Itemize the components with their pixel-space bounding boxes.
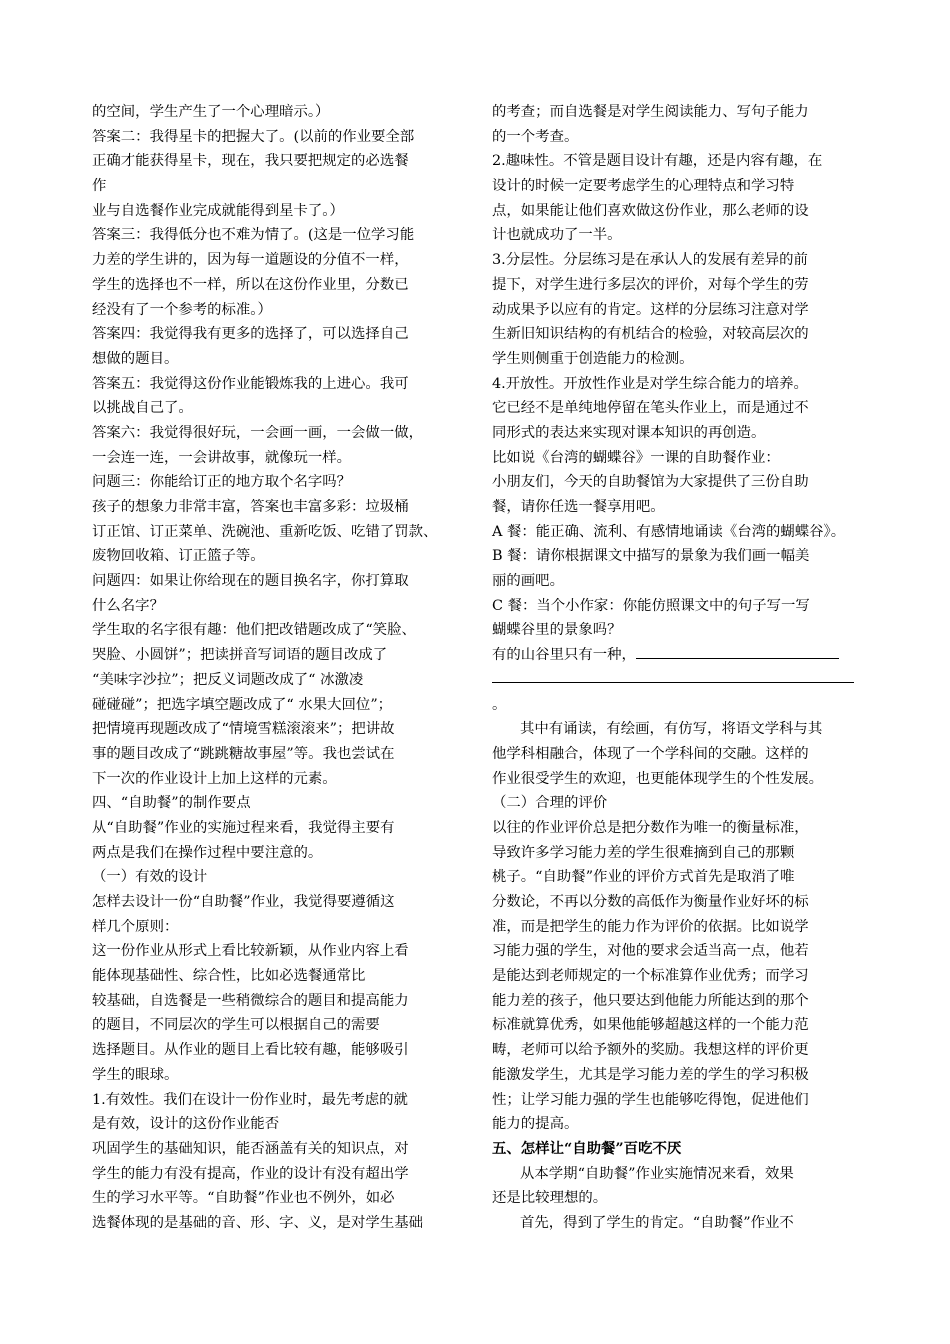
fill-in-blank-period: 。 xyxy=(492,696,507,713)
text-line: 计也就成功了一半。 xyxy=(492,227,622,244)
text-line: 动成果予以应有的肯定。这样的分层练习注意对学 xyxy=(492,301,809,318)
text-line: 是有效，设计的这份作业能否 xyxy=(92,1116,280,1133)
text-line: 力差的学生讲的，因为每一道题设的分值不一样， xyxy=(92,252,409,269)
text-line: （一）有效的设计 xyxy=(92,869,208,886)
right-block-1 xyxy=(492,100,868,643)
text-line: 选择题目。从作业的题目上看比较有趣，能够吸引 xyxy=(92,1042,409,1059)
text-line: 订正馆、订正菜单、洗碗池、重新吃饭、吃错了罚款、 xyxy=(92,523,438,540)
text-line: 能体现基础性、综合性，比如必选餐通常比 xyxy=(92,968,366,985)
text-line: 孩子的想象力非常丰富，答案也丰富多彩：垃圾桶 xyxy=(92,499,409,515)
right-block-2 xyxy=(492,717,868,1137)
text-line: 业与自选餐作业完成就能得到星卡了。） xyxy=(92,202,344,219)
text-line: 餐，请你任选一餐享用吧。 xyxy=(492,499,665,515)
text-line: 答案五：我觉得这份作业能锻炼我的上进心。我可 xyxy=(92,375,409,392)
left-column xyxy=(92,100,466,1236)
text-line: 其中有诵读，有绘画，有仿写，将语文学科与其 xyxy=(520,721,823,738)
text-line: 学生的能力有没有提高，作业的设计有没有超出学 xyxy=(92,1165,409,1182)
text-line: 作业很受学生的欢迎，也更能体现学生的个性发展。 xyxy=(492,770,823,787)
text-line: 学生则侧重于创造能力的检测。 xyxy=(492,350,694,367)
text-line: 选餐体现的是基础的音、形、字、义，是对学生基础 xyxy=(92,1214,423,1231)
text-line: 畴，老师可以给予额外的奖励。我想这样的评价更 xyxy=(492,1042,809,1059)
text-line: 小朋友们，今天的自助餐馆为大家提供了三份自助 xyxy=(492,474,809,491)
text-line: 学生取的名字很有趣：他们把改错题改成了“笑脸、 xyxy=(92,622,416,639)
text-line: 它已经不是单纯地停留在笔头作业上，而是通过不 xyxy=(492,400,809,417)
text-line: 同形式的表达来实现对课本知识的再创造。 xyxy=(492,424,766,441)
text-line: 四、“自助餐”的制作要点 xyxy=(92,795,251,812)
text-line: 生新旧知识结构的有机结合的检验，对较高层次的 xyxy=(492,326,809,343)
text-line: 能力的提高。 xyxy=(492,1116,579,1133)
text-line: 较基础，自选餐是一些稍微综合的题目和提高能力 xyxy=(92,992,409,1009)
text-line: 学生的眼球。 xyxy=(92,1066,179,1083)
text-line: B 餐：请你根据课文中描写的景象为我们画一幅美 xyxy=(492,548,810,565)
text-line: 碰碰碰”；把选字填空题改成了“ 水果大回位”； xyxy=(92,696,393,713)
text-line: 两点是我们在操作过程中要注意的。 xyxy=(92,844,323,861)
text-line: 巩固学生的基础知识，能否涵盖有关的知识点，对 xyxy=(92,1140,409,1157)
text-line: 这一份作业从形式上看比较新颖，从作业内容上看 xyxy=(92,943,409,960)
text-line: 生的学习水平等。“自助餐”作业也不例外，如必 xyxy=(92,1190,395,1207)
fill-in-blank-end xyxy=(492,693,868,718)
section-heading-5: 五、怎样让“自助餐”百吃不厌 xyxy=(492,1139,682,1157)
text-line: 习能力强的学生，对他的要求会适当高一点，他若 xyxy=(492,943,809,960)
text-line: 一会连一连，一会讲故事，就像玩一样。 xyxy=(92,449,352,466)
text-line: 首先，得到了学生的肯定。“自助餐”作业不 xyxy=(520,1214,794,1231)
text-line: 答案三：我得低分也不难为情了。(这是一位学习能 xyxy=(92,227,415,244)
text-line: 什么名字？ xyxy=(92,597,164,614)
text-line: 答案四：我觉得我有更多的选择了，可以选择自己 xyxy=(92,326,409,343)
text-line: 的一个考查。 xyxy=(492,128,579,145)
text-line: 以挑战自己了。 xyxy=(92,400,193,417)
text-line: 的考查；而自选餐是对学生阅读能力、写句子能力 xyxy=(492,104,809,120)
text-line: 是能达到老师规定的一个标准算作业优秀；而学习 xyxy=(492,968,809,985)
text-line: 问题三：你能给订正的地方取个名字吗？ xyxy=(92,474,352,491)
text-line: 经没有了一个参考的标准。） xyxy=(92,301,272,318)
text-line: “美味字沙拉”；把反义词题改成了“ 冰激凌 xyxy=(92,671,364,688)
text-line: 比如说《台湾的蝴蝶谷》一课的自助餐作业： xyxy=(492,449,780,466)
text-line: 3.分层性。分层练习是在承认人的发展有差异的前 xyxy=(492,252,808,269)
text-line: 答案六：我觉得很好玩，一会画一画，一会做一做， xyxy=(92,424,423,441)
text-line: 的空间，学生产生了一个心理暗示。） xyxy=(92,104,330,120)
text-line: 标准就算优秀，如果他能够超越这样的一个能力范 xyxy=(492,1017,809,1034)
text-line: 丽的画吧。 xyxy=(492,573,564,590)
text-line: 桃子。“自助餐”作业的评价方式首先是取消了唯 xyxy=(492,869,795,886)
blank-underline xyxy=(636,644,839,659)
text-line: 的题目，不同层次的学生可以根据自己的需要 xyxy=(92,1017,380,1034)
text-line: 4.开放性。开放性作业是对学生综合能力的培养。 xyxy=(492,375,808,392)
text-line: 蝴蝶谷里的景象吗？ xyxy=(492,622,622,639)
text-line: 作 xyxy=(92,178,107,195)
text-line: 分数论，不再以分数的高低作为衡量作业好坏的标 xyxy=(492,894,809,910)
text-line: 怎样去设计一份“自助餐”作业，我觉得要遵循这 xyxy=(92,894,395,910)
text-line: 正确才能获得星卡，现在，我只要把规定的必选餐 xyxy=(92,153,409,170)
fill-in-blank-prefix: 有的山谷里只有一种， xyxy=(492,647,636,664)
text-line: 导致许多学习能力差的学生很难摘到自己的那颗 xyxy=(492,844,795,861)
text-line: 能力差的孩子，他只要达到他能力所能达到的那个 xyxy=(492,992,809,1009)
right-block-3 xyxy=(492,1162,868,1236)
text-line: 想做的题目。 xyxy=(92,350,179,367)
text-line: 答案二：我得星卡的把握大了。(以前的作业要全部 xyxy=(92,128,415,145)
text-line: 性；让学习能力强的学生也能够吃得饱，促进他们 xyxy=(492,1091,809,1108)
text-line: 下一次的作业设计上加上这样的元素。 xyxy=(92,770,337,787)
text-line: 学生的选择也不一样，所以在这份作业里，分数已 xyxy=(92,276,409,293)
text-line: 提下，对学生进行多层次的评价，对每个学生的劳 xyxy=(492,276,809,293)
text-line: 哭脸、小圆饼”；把读拼音写词语的题目改成了 xyxy=(92,647,388,664)
text-line: 把情境再现题改成了“情境雪糕滚滚来”；把讲故 xyxy=(92,721,395,738)
right-column xyxy=(492,100,868,1236)
text-line: 问题四：如果让你给现在的题目换名字，你打算取 xyxy=(92,573,409,590)
text-line: 还是比较理想的。 xyxy=(492,1190,608,1207)
text-line: 从“自助餐”作业的实施过程来看，我觉得主要有 xyxy=(92,819,395,836)
text-line: A 餐：能正确、流利、有感情地诵读《台湾的蝴蝶谷》。 xyxy=(492,523,846,540)
text-line: C 餐：当个小作家：你能仿照课文中的句子写一写 xyxy=(492,597,810,614)
text-line: 事的题目改成了“跳跳糖故事屋”等。我也尝试在 xyxy=(92,745,395,762)
text-line: 设计的时候一定要考虑学生的心理特点和学习特 xyxy=(492,178,795,195)
text-line: 能激发学生，尤其是学习能力差的学生的学习积极 xyxy=(492,1066,809,1083)
text-line: 1.有效性。我们在设计一份作业时，最先考虑的就 xyxy=(92,1091,408,1108)
text-line: 2.趣味性。不管是题目设计有趣，还是内容有趣，在 xyxy=(492,153,823,170)
text-line: 样几个原则： xyxy=(92,918,179,935)
fill-in-blank-line xyxy=(492,643,868,668)
text-line: 他学科相融合，体现了一个学科间的交融。这样的 xyxy=(492,745,809,762)
blank-underline-full xyxy=(492,668,854,683)
text-line: （二）合理的评价 xyxy=(492,795,608,812)
text-line: 废物回收箱、订正篮子等。 xyxy=(92,548,265,565)
text-line: 以往的作业评价总是把分数作为唯一的衡量标准， xyxy=(492,819,809,836)
text-line: 从本学期“自助餐”作业实施情况来看，效果 xyxy=(520,1165,794,1182)
fill-in-blank-line-2 xyxy=(492,668,868,693)
text-line: 准，而是把学生的能力作为评价的依据。比如说学 xyxy=(492,918,809,935)
text-line: 点，如果能让他们喜欢做这份作业，那么老师的设 xyxy=(492,202,809,219)
